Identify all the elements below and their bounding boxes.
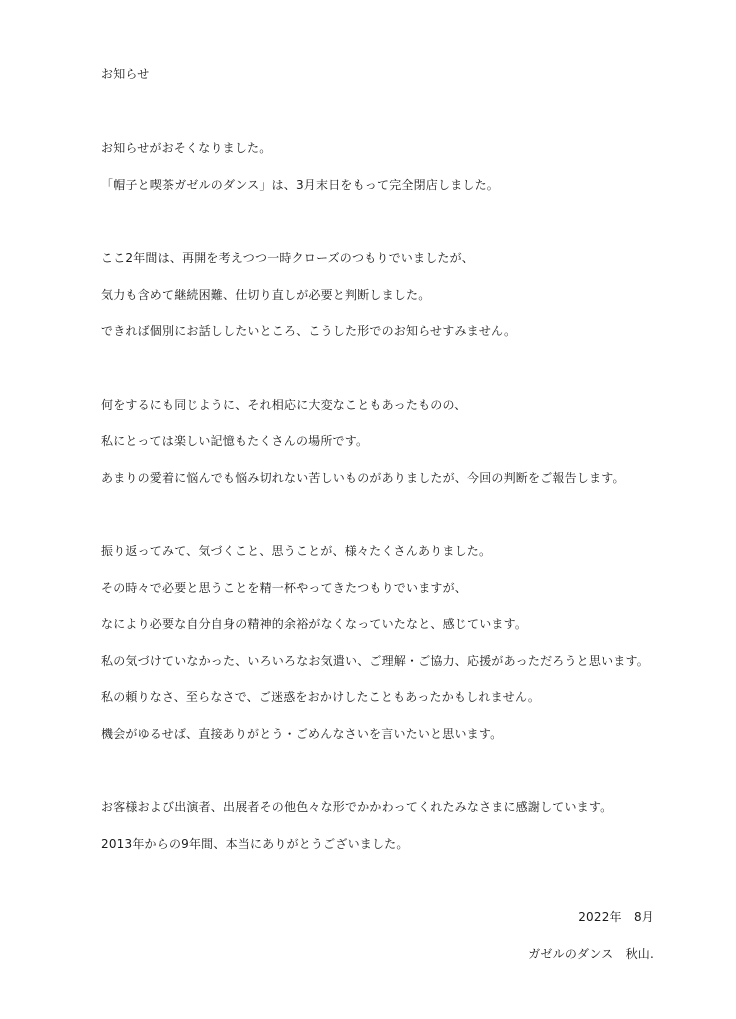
paragraph-line: 私にとっては楽しい記憶もたくさんの場所です。: [101, 434, 369, 448]
paragraph-line: 2013年からの9年間、本当にありがとうございました。: [101, 837, 409, 851]
paragraph-line: ここ2年間は、再開を考えつつ一時クローズのつもりでいましたが、: [101, 251, 474, 265]
paragraph-line: 「帽子と喫茶ガゼルのダンス」は、3月末日をもって完全閉店しました。: [101, 178, 499, 192]
paragraph-line: 私の頼りなさ、至らなさで、ご迷惑をおかけしたこともあったかもしれません。: [101, 690, 541, 704]
notice-heading: お知らせ: [101, 67, 150, 81]
paragraph-line: できれば個別にお話ししたいところ、こうした形でのお知らせすみません。: [101, 324, 517, 338]
notice-signature: ガゼルのダンス 秋山.: [528, 947, 654, 961]
paragraph-line: 気力も含めて継続困難、仕切り直しが必要と判断しました。: [101, 288, 431, 302]
paragraph-line: お客様および出演者、出展者その他色々な形でかかわってくれたみなさまに感謝しています。: [101, 800, 613, 814]
paragraph-line: 機会がゆるせば、直接ありがとう・ごめんなさいを言いたいと思います。: [101, 727, 503, 741]
paragraph-line: あまりの愛着に悩んでも悩み切れない苦しいものがありましたが、今回の判断をご報告します。: [101, 471, 625, 485]
paragraph-line: なにより必要な自分自身の精神的余裕がなくなっていたなと、感じています。: [101, 617, 528, 631]
paragraph-line: 振り返ってみて、気づくこと、思うことが、様々たくさんありました。: [101, 544, 492, 558]
paragraph-line: 何をするにも同じように、それ相応に大変なこともあったものの、: [101, 398, 467, 412]
paragraph-line: その時々で必要と思うことを精一杯やってきたつもりでいますが、: [101, 581, 468, 595]
paragraph-line: お知らせがおそくなりました。: [101, 141, 272, 155]
notice-date: 2022年 8月: [578, 910, 654, 924]
paragraph-line: 私の気づけていなかった、いろいろなお気遣い、ご理解・ご協力、応援があっただろうと思います。: [101, 654, 649, 668]
